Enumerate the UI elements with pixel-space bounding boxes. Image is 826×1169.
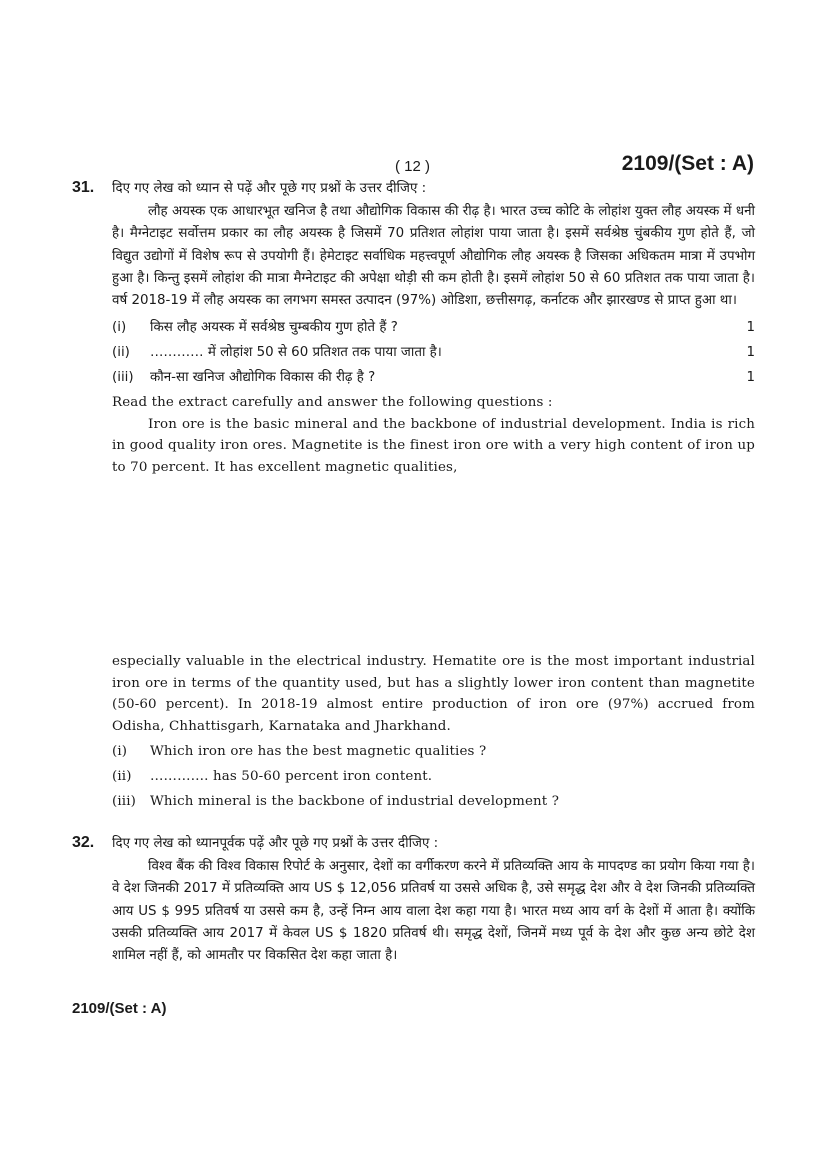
hindi-passage: लौह अयस्क एक आधारभूत खनिज है तथा औद्योगिक विकास की रीढ़ है। भारत उच्च कोटि के लोहांश युक्त लौह अयस्क में धनी है। मैग्नेटाइट सर्वोत्तम प्रकार का लौह अयस्क है जिसमें 70 प्रतिशत लोहांश पाया जाता है। इसमें सर्वश्रेष्ठ चुंबकीय गुण होते हैं, जो विद्युत उद्योगों में विशेष रूप से उपयोगी हैं। हेमेटाइट सर्वाधिक महत्त्वपूर्ण औद्योगिक लौह अयस्क है जिसका अधिकतम मात्रा में उपभोग हुआ है। किन्तु इसमें लोहांश की मात्रा मैग्नेटाइट की अपेक्षा थोड़ी सी कम होती है। इसमें लोहांश 50 से 60 प्रतिशत तक पाया जाता है। वर्ष 2018-19 में लौह अयस्क का लगभग समस्त उत्पादन (97%) ओडिशा, छत्तीसगढ़, कर्नाटक और झारखण्ड से प्राप्त हुआ था। [112, 204, 755, 309]
page-number: ( 12 ) [395, 158, 431, 175]
sub-question [112, 317, 755, 342]
sub-question-text: …………. has 50-60 percent iron content. [150, 769, 433, 785]
marks: 1 [746, 370, 755, 386]
sub-question-label: (ii) [112, 769, 132, 785]
sub-question-text: Which mineral is the backbone of industrial development ? [150, 794, 560, 810]
sub-question-label: (i) [112, 744, 128, 760]
sub-question-label: (iii) [112, 794, 137, 810]
marks: 1 [746, 320, 755, 336]
sub-question [112, 791, 755, 816]
question-number: 31. [72, 179, 95, 196]
sub-question-label: (iii) [112, 370, 134, 386]
sub-question-label: (ii) [112, 345, 130, 361]
sub-question [112, 367, 755, 392]
hindi-passage: विश्व बैंक की विश्व विकास रिपोर्ट के अनुसार, देशों का वर्गीकरण करने में प्रतिव्यक्ति आय के मापदण्ड का प्रयोग किया गया है। वे देश जिनकी 2017 में प्रतिव्यक्ति आय US $ 12,056 प्रतिवर्ष या उससे अधिक है, उसे समृद्ध देश और वे देश जिनकी प्रतिव्यक्ति आय US $ 995 प्रतिवर्ष या उससे कम है, उन्हें निम्न आय वाला देश कहा गया है। भारत मध्य आय वर्ग के देशों में आता है। क्योंकि उसकी प्रतिव्यक्ति आय 2017 में केवल US $ 1820 प्रतिवर्ष थी। समृद्ध देशों, जिनमें मध्य पूर्व के देश और कुछ अन्य छोटे देश शामिल नहीं हैं, को आमतौर पर विकसित देश कहा जाता है। [112, 859, 755, 964]
sub-question [112, 342, 755, 367]
question-31-continued [72, 651, 755, 816]
paper-code-header: 2109/(Set : A) [621, 152, 754, 175]
sub-question [112, 741, 755, 766]
sub-question-text: कौन-सा खनिज औद्योगिक विकास की रीढ़ है ? [150, 370, 376, 386]
hindi-sub-questions [112, 317, 755, 392]
sub-question-text: किस लौह अयस्क में सर्वश्रेष्ठ चुम्बकीय गुण होते हैं ? [150, 320, 398, 336]
english-passage-part1: Iron ore is the basic mineral and the backbone of industrial development. India is rich in good quality iron ores. Magnetite is the finest iron ore with a very high content of iron up to 70 percent. It has excellent magnetic qualities, [112, 416, 755, 475]
question-32 [72, 833, 755, 967]
marks: 1 [746, 345, 755, 361]
question-31 [72, 178, 755, 479]
sub-question-label: (i) [112, 320, 127, 336]
english-passage-part2: especially valuable in the electrical industry. Hematite ore is the most important industrial iron ore in terms of the quantity used, but has a slightly lower iron content than magnetite (50-60 percent). In 2018-19 almost entire production of iron ore (97%) accrued from Odisha, Chhattisgarh, Karnataka and Jharkhand. [112, 654, 755, 734]
question-number: 32. [72, 834, 95, 851]
paper-code-footer: 2109/(Set : A) [72, 1000, 167, 1017]
english-instruction: Read the extract carefully and answer the following questions : [112, 395, 553, 411]
sub-question-text: Which iron ore has the best magnetic qualities ? [150, 744, 487, 760]
hindi-instruction: दिए गए लेख को ध्यानपूर्वक पढ़ें और पूछे गए प्रश्नों के उत्तर दीजिए : [112, 836, 439, 851]
sub-question-text: ………… में लोहांश 50 से 60 प्रतिशत तक पाया जाता है। [150, 345, 442, 361]
english-sub-questions [112, 741, 755, 816]
hindi-instruction: दिए गए लेख को ध्यान से पढ़ें और पूछे गए प्रश्नों के उत्तर दीजिए : [112, 181, 427, 196]
sub-question [112, 766, 755, 791]
